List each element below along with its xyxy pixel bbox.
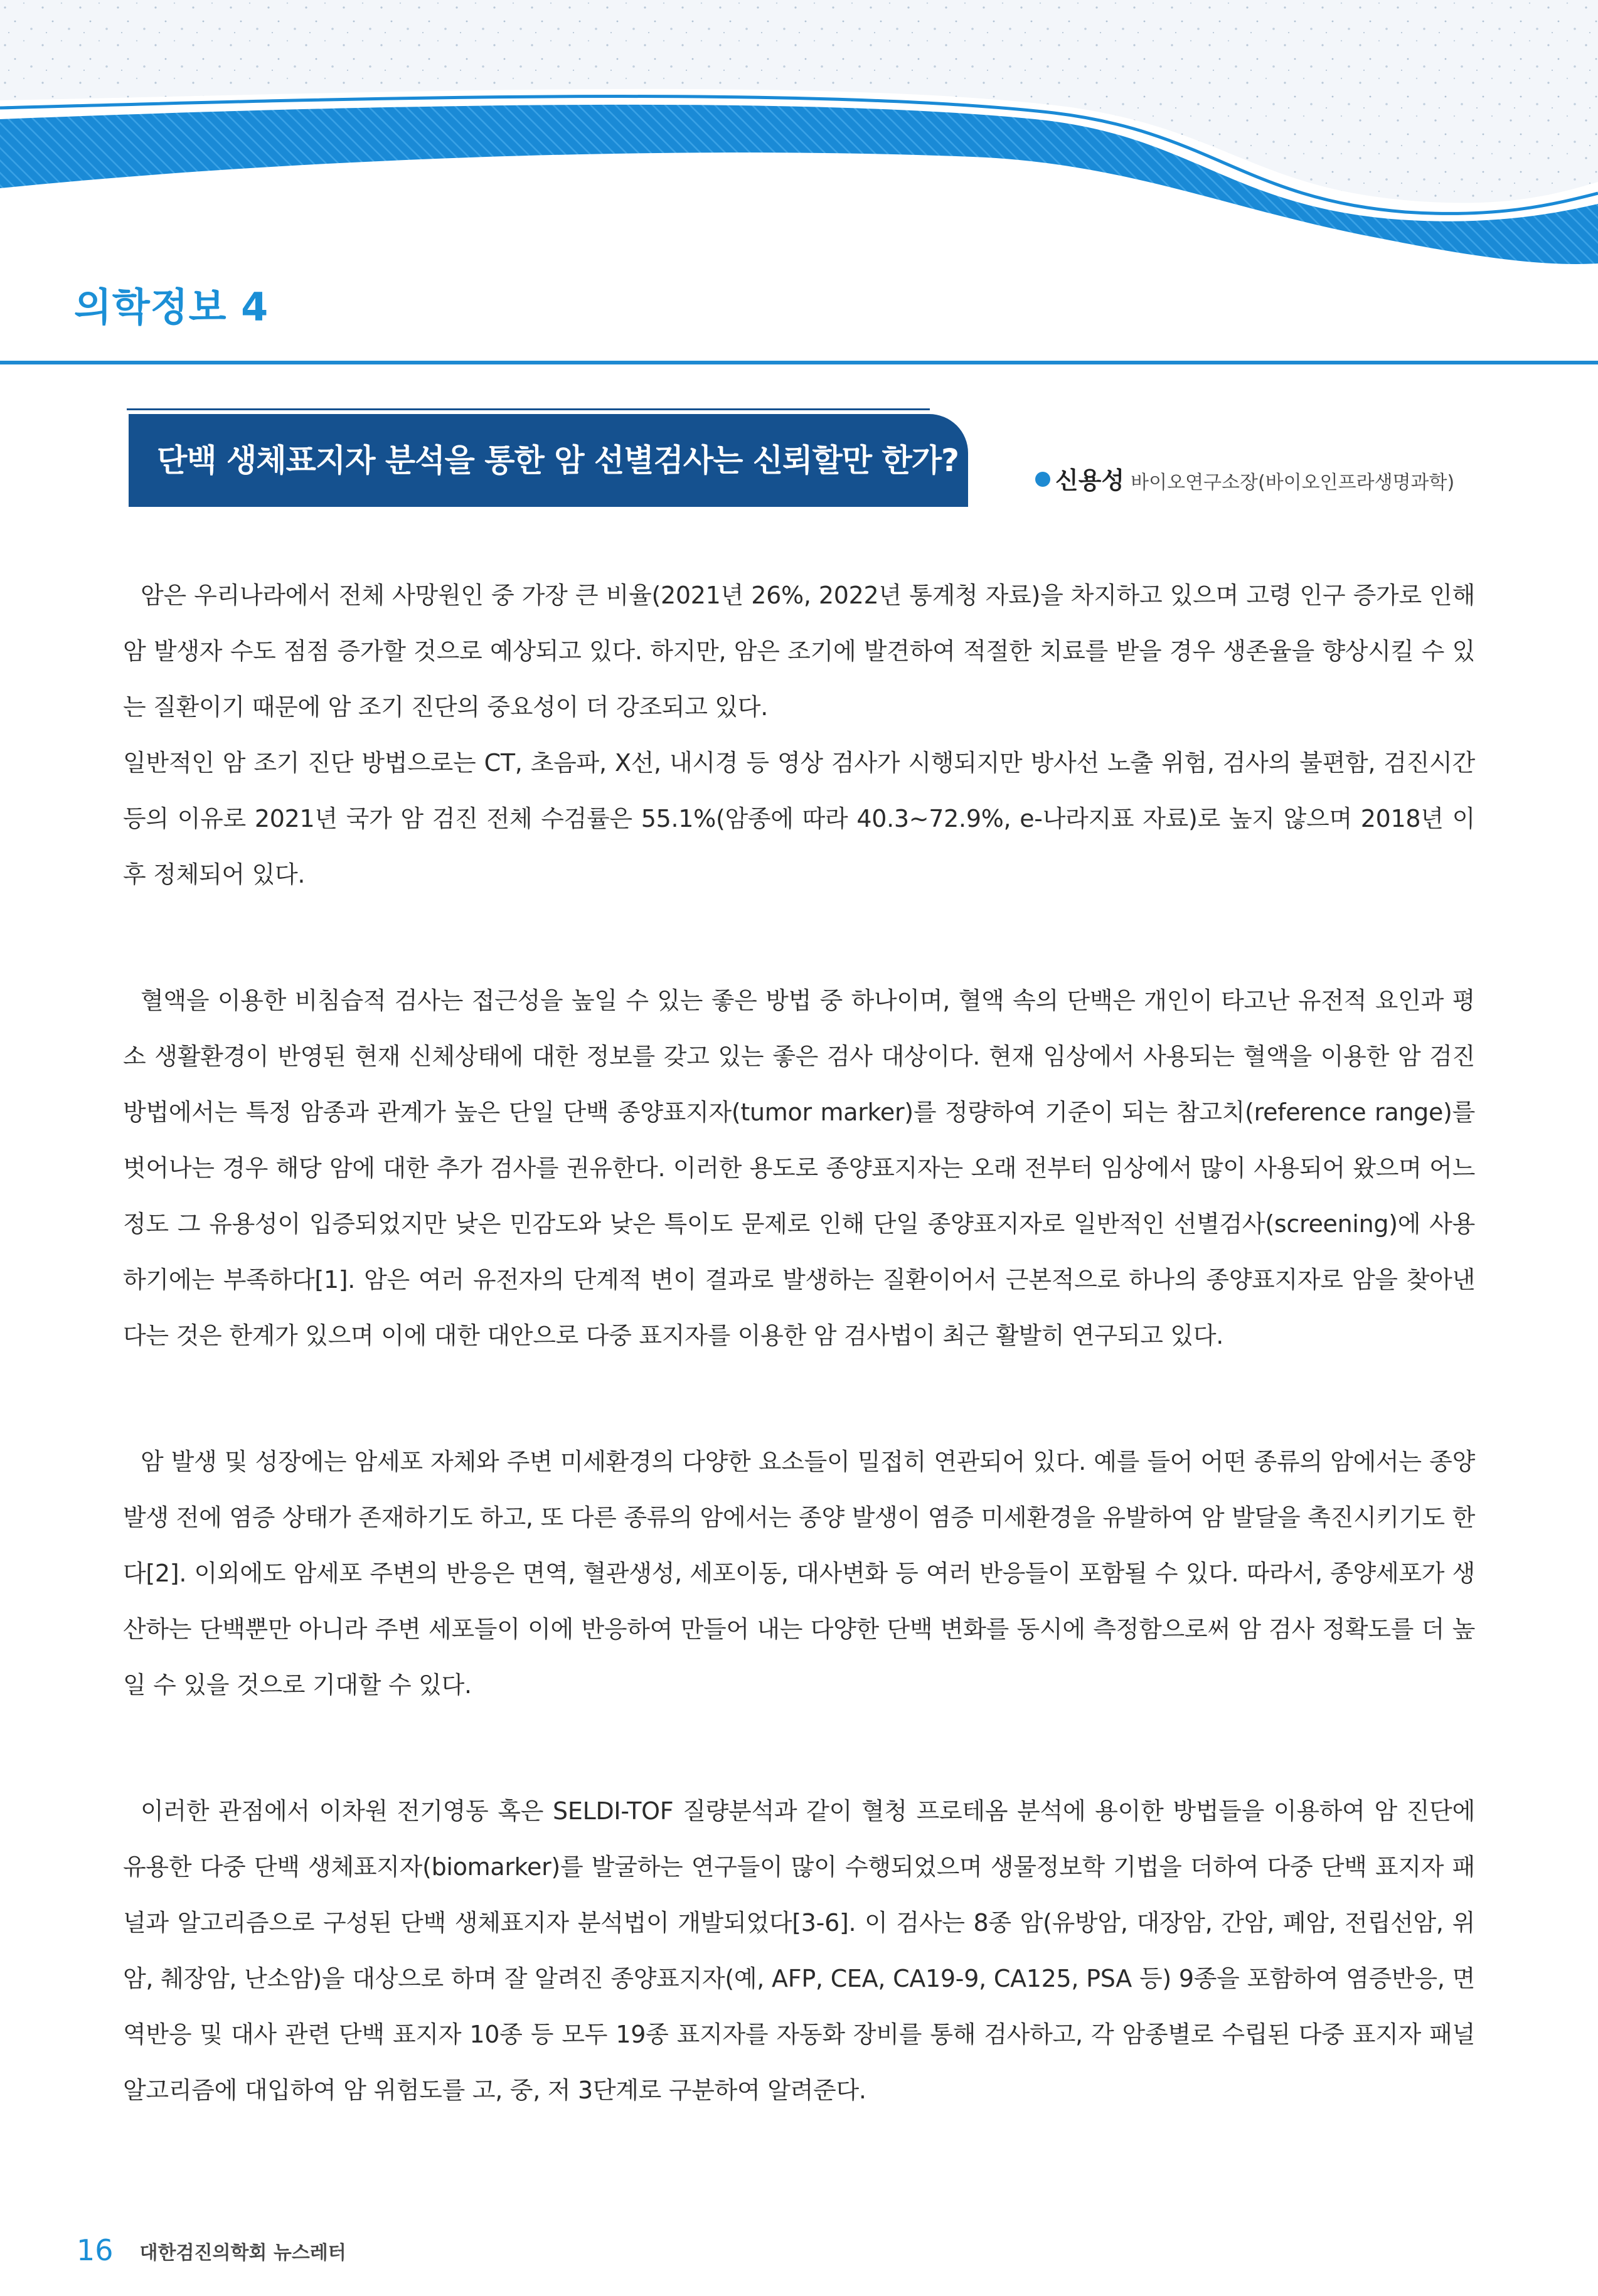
body-paragraph: 일반적인 암 조기 진단 방법으로는 CT, 초음파, X선, 내시경 등 영상 검사가 시행되지만 방사선 노출 위험, 검사의 불편함, 검진시간 등의 이유로 2021년 국가 암 검진 전체 수검률은 55.1%(암종에 따라 40.3~72.9%, e-나라지표 자료)로 높지 않으며 2018년 이후 정체되어 있다. (123, 749, 1475, 888)
section-label: 의학정보 4 (74, 284, 269, 330)
article-body (123, 568, 1475, 2189)
section-divider (0, 361, 1598, 364)
body-paragraph: 이러한 관점에서 이차원 전기영동 혹은 SELDI-TOF 질량분석과 같이 혈청 프로테옴 분석에 용이한 방법들을 이용하여 암 진단에 유용한 다중 단백 생체표지자(biomarker)를 발굴하는 연구들이 많이 수행되었으며 생물정보학 기법을 더하여 다중 단백 표지자 패널과 알고리즘으로 구성된 단백 생체표지자 분석법이 개발되었다[3-6]. 이 검사는 8종 암(유방암, 대장암, 간암, 폐암, 전립선암, 위암, 췌장암, 난소암)을 대상으로 하며 잘 알려진 종양표지자(예, AFP, CEA, CA19-9, CA125, PSA 등) 9종을 포함하여 염증반응, 면역반응 및 대사 관련 단백 표지자 10종 등 모두 19종 표지자를 자동화 장비를 통해 검사하고, 각 암종별로 수립된 다중 표지자 패널 알고리즘에 대입하여 암 위험도를 고, 중, 저 3단계로 구분하여 알려준다. (123, 1797, 1475, 2104)
bullet-dot-icon (1035, 472, 1050, 487)
publication-name: 대한검진의학회 뉴스레터 (139, 2242, 346, 2264)
author-name: 신용성 (1055, 467, 1125, 494)
article-title: 단백 생체표지자 분석을 통한 암 선별검사는 신뢰할만 한가? (157, 442, 959, 479)
page-number: 16 (77, 2233, 114, 2267)
body-paragraph: 암 발생 및 성장에는 암세포 자체와 주변 미세환경의 다양한 요소들이 밀접히 연관되어 있다. 예를 들어 어떤 종류의 암에서는 종양 발생 전에 염증 상태가 존재하기도 하고, 또 다른 종류의 암에서는 종양 발생이 염증 미세환경을 유발하여 암 발달을 촉진시키기도 한다[2]. 이외에도 암세포 주변의 반응은 면역, 혈관생성, 세포이동, 대사변화 등 여러 반응들이 포함될 수 있다. 따라서, 종양세포가 생산하는 단백뿐만 아니라 주변 세포들이 이에 반응하여 만들어 내는 다양한 단백 변화를 동시에 측정함으로써 암 검사 정확도를 더 높일 수 있을 것으로 기대할 수 있다. (123, 1448, 1475, 1699)
author-affiliation: 바이오연구소장(바이오인프라생명과학) (1131, 472, 1455, 494)
header-wave-banner (0, 0, 1598, 276)
body-paragraph: 암은 우리나라에서 전체 사망원인 중 가장 큰 비율(2021년 26%, 2022년 통계청 자료)을 차지하고 있으며 고령 인구 증가로 인해 암 발생자 수도 점점 증가할 것으로 예상되고 있다. 하지만, 암은 조기에 발견하여 적절한 치료를 받을 경우 생존율을 향상시킬 수 있는 질환이기 때문에 암 조기 진단의 중요성이 더 강조되고 있다. (123, 582, 1475, 721)
page-footer (77, 2233, 346, 2267)
article-title-banner (129, 414, 968, 507)
author-byline (1035, 461, 1454, 496)
body-paragraph: 혈액을 이용한 비침습적 검사는 접근성을 높일 수 있는 좋은 방법 중 하나이며, 혈액 속의 단백은 개인이 타고난 유전적 요인과 평소 생활환경이 반영된 현재 신체상태에 대한 정보를 갖고 있는 좋은 검사 대상이다. 현재 임상에서 사용되는 혈액을 이용한 암 검진 방법에서는 특정 암종과 관계가 높은 단일 단백 종양표지자(tumor marker)를 정량하여 기준이 되는 참고치(reference range)를 벗어나는 경우 해당 암에 대한 추가 검사를 권유한다. 이러한 용도로 종양표지자는 오래 전부터 임상에서 많이 사용되어 왔으며 어느 정도 그 유용성이 입증되었지만 낮은 민감도와 낮은 특이도 문제로 인해 단일 종양표지자로 일반적인 선별검사(screening)에 사용하기에는 부족하다[1]. 암은 여러 유전자의 단계적 변이 결과로 발생하는 질환이어서 근본적으로 하나의 종양표지자로 암을 찾아낸다는 것은 한계가 있으며 이에 대한 대안으로 다중 표지자를 이용한 암 검사법이 최근 활발히 연구되고 있다. (123, 987, 1475, 1349)
